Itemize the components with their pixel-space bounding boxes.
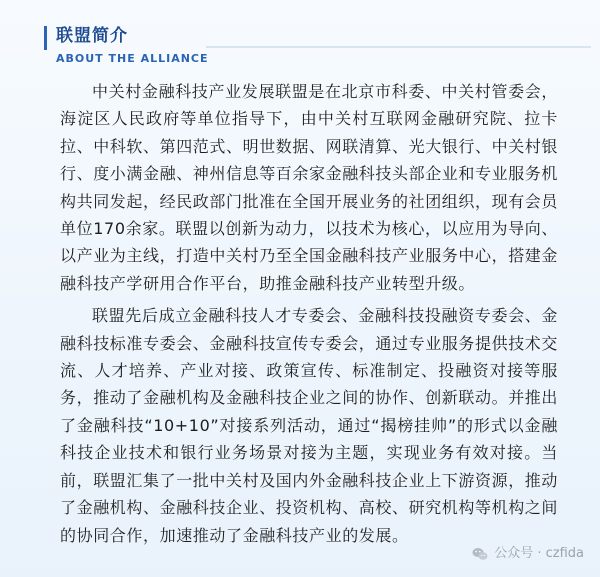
section-subtitle: ABOUT THE ALLIANCE <box>56 52 209 65</box>
paragraph-intro: 中关村金融科技产业发展联盟是在北京市科委、中关村管委会，海淀区人民政府等单位指导下，由中关村互联网金融研究院、拉卡拉、中科软、第四范式、明世数据、网联清算、光大银行、中关村银行、度小满金融、神州信息等百余家金融科技头部企业和专业服务机构共同发起，经民政部门批准在全国开展业务的社团组织，现有会员单位170余家。联盟以创新为动力，以技术为核心，以应用为导向、以产业为主线，打造中关村乃至全国金融科技产业服务中心，搭建金融科技产学研用合作平台，助推金融科技产业转型升级。 <box>60 82 559 293</box>
watermark-text: 公众号 · czfida <box>494 546 584 561</box>
section-title: 联盟简介 <box>56 26 128 46</box>
header-accent-bar <box>44 26 47 50</box>
header-divider <box>206 46 591 48</box>
source-watermark <box>472 546 584 562</box>
section-header <box>44 16 584 72</box>
alliance-intro-text <box>60 78 558 549</box>
paragraph-activities: 联盟先后成立金融科技人才专委会、金融科技投融资专委会、金融科技标准专委会、金融科技宣传专委会，通过专业服务提供技术交流、人才培养、产业对接、政策宣传、标准制定、投融资对接等服务，推动了金融机构及金融科技企业之间的协作、创新联动。并推出了金融科技“10+10”对接系列活动，通过“揭榜挂帅”的形式以金融科技企业技术和银行业务场景对接为主题，实现业务有效对接。当前，联盟汇集了一批中关村及国内外金融科技企业上下游资源，推动了金融机构、金融科技企业、投资机构、高校、研究机构等机构之间的协同合作，加速推动了金融科技产业的发展。 <box>60 306 559 545</box>
wechat-icon <box>472 547 488 561</box>
